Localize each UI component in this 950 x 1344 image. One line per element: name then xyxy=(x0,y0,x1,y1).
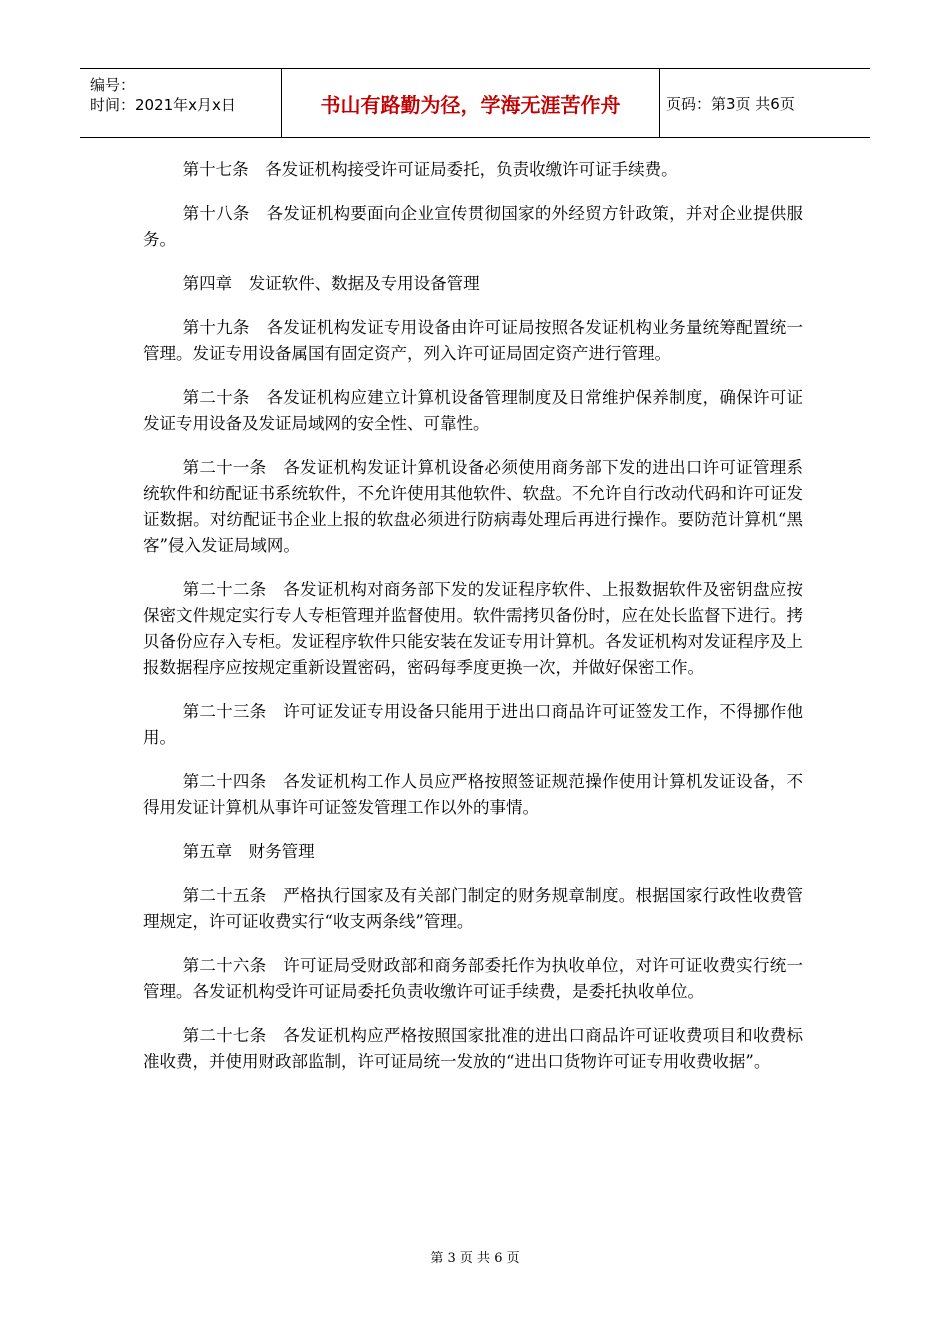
article-18: 第十八条 各发证机构要面向企业宣传贯彻国家的外经贸方针政策，并对企业提供服务。 xyxy=(143,204,803,249)
number-label: 编号： xyxy=(90,76,136,94)
document-body xyxy=(143,157,803,1093)
article-26: 第二十六条 许可证局受财政部和商务部委托作为执收单位，对许可证收费实行统一管理。各发证机构受许可证局委托负责收缴许可证手续费，是委托执收单位。 xyxy=(143,956,803,1001)
chapter-5-heading: 第五章 财务管理 xyxy=(182,842,315,861)
header-page-info: 页码：第3页 共6页 xyxy=(666,94,795,113)
header-meta xyxy=(80,69,282,137)
header-motto: 书山有路勤为径，学海无涯苦作舟 xyxy=(282,69,660,137)
article-25: 第二十五条 严格执行国家及有关部门制定的财务规章制度。根据国家行政性收费管理规定，许可证收费实行“收支两条线”管理。 xyxy=(143,886,803,931)
article-27: 第二十七条 各发证机构应严格按照国家批准的进出口商品许可证收费项目和收费标准收费，并使用财政部监制，许可证局统一发放的“进出口货物许可证专用收费收据”。 xyxy=(143,1026,803,1071)
page-header xyxy=(80,68,870,138)
article-23: 第二十三条 许可证发证专用设备只能用于进出口商品许可证签发工作，不得挪作他用。 xyxy=(143,702,803,747)
article-24: 第二十四条 各发证机构工作人员应严格按照签证规范操作使用计算机发证设备，不得用发证计算机从事许可证签发管理工作以外的事情。 xyxy=(143,772,803,817)
article-20: 第二十条 各发证机构应建立计算机设备管理制度及日常维护保养制度，确保许可证发证专用设备及发证局域网的安全性、可靠性。 xyxy=(143,388,803,433)
time-label: 时间：2021年x月x日 xyxy=(90,96,236,114)
chapter-4-heading: 第四章 发证软件、数据及专用设备管理 xyxy=(182,274,480,293)
article-22: 第二十二条 各发证机构对商务部下发的发证程序软件、上报数据软件及密钥盘应按保密文件规定实行专人专柜管理并监督使用。软件需拷贝备份时，应在处长监督下进行。拷贝备份应存入专柜。发证程序软件只能安装在发证专用计算机。各发证机构对发证程序及上报数据程序应按规定重新设置密码，密码每季度更换一次，并做好保密工作。 xyxy=(143,580,803,677)
article-19: 第十九条 各发证机构发证专用设备由许可证局按照各发证机构业务量统筹配置统一管理。发证专用设备属国有固定资产，列入许可证局固定资产进行管理。 xyxy=(143,318,803,363)
article-17: 第十七条 各发证机构接受许可证局委托，负责收缴许可证手续费。 xyxy=(182,160,678,179)
article-21: 第二十一条 各发证机构发证计算机设备必须使用商务部下发的进出口许可证管理系统软件和纺配证书系统软件，不允许使用其他软件、软盘。不允许自行改动代码和许可证发证数据。对纺配证书企业上报的软盘必须进行防病毒处理后再进行操作。要防范计算机“黑客”侵入发证局域网。 xyxy=(143,458,803,555)
page-footer: 第 3 页 共 6 页 xyxy=(430,1251,520,1266)
